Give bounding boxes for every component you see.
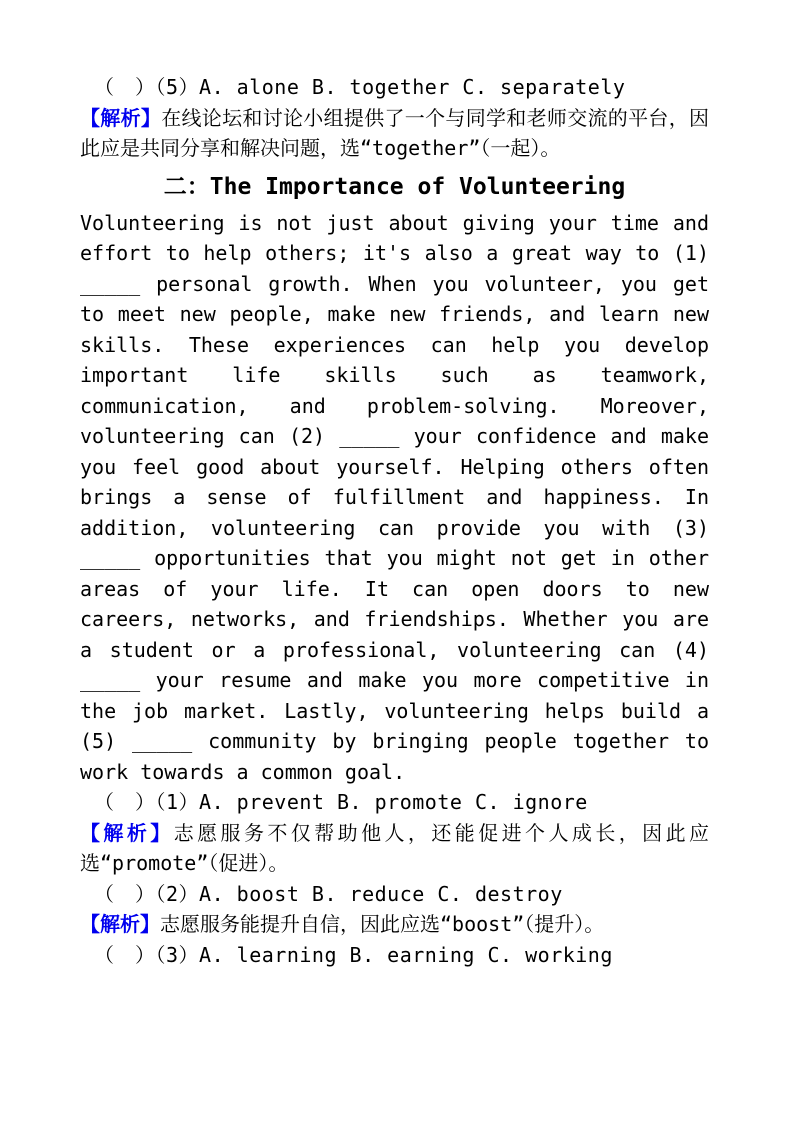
analysis-label: 【解析】	[80, 820, 174, 845]
analysis-5-text: 在线论坛和讨论小组提供了一个与同学和老师交流的平台，因此应是共同分享和解决问题，选“together”（一起）。	[80, 105, 710, 160]
analysis-5	[80, 103, 709, 164]
question-2-line: （ ）（2）A. boost B. reduce C. destroy	[94, 881, 563, 906]
analysis-2	[80, 909, 709, 940]
question-5-line: （ ）（5）A. alone B. together C. separately	[94, 75, 626, 99]
analysis-1-text: 志愿服务不仅帮助他人，还能促进个人成长，因此应选“promote”（促进）。	[80, 820, 710, 875]
analysis-label: 【解析】	[80, 105, 162, 130]
question-3-line: （ ）（3）A. learning B. earning C. working	[94, 942, 613, 967]
analysis-label: 【解析】	[80, 912, 160, 936]
passage-text: Volunteering is not just about giving your time and effort to help others; it's also a great way to (1) _____ personal growth. When you volunteer, you get to meet new people, make new friends, and learn new skills. These experiences can help you develop important life skills such as teamwork, communication, and problem-solving. Moreover, volunteering can (2) _____ your confidence and make you feel good about yourself. Helping others often brings a sense of fulfillment and happiness. In addition, volunteering can provide you with (3) _____ opportunities that you might not get in other areas of your life. It can open doors to new careers, networks, and friendships. Whether you are a student or a professional, volunteering can (4) _____ your resume and make you more competitive in the job market. Lastly, volunteering helps build a (5) _____ community by bringing people together to work towards a common goal.	[80, 210, 709, 784]
section-heading: 二：The Importance of Volunteering	[163, 173, 626, 200]
analysis-1	[80, 818, 709, 879]
question-1-line: （ ）（1）A. prevent B. promote C. ignore	[94, 790, 588, 814]
analysis-2-text: 志愿服务能提升自信，因此应选“boost”（提升）。	[160, 912, 605, 936]
